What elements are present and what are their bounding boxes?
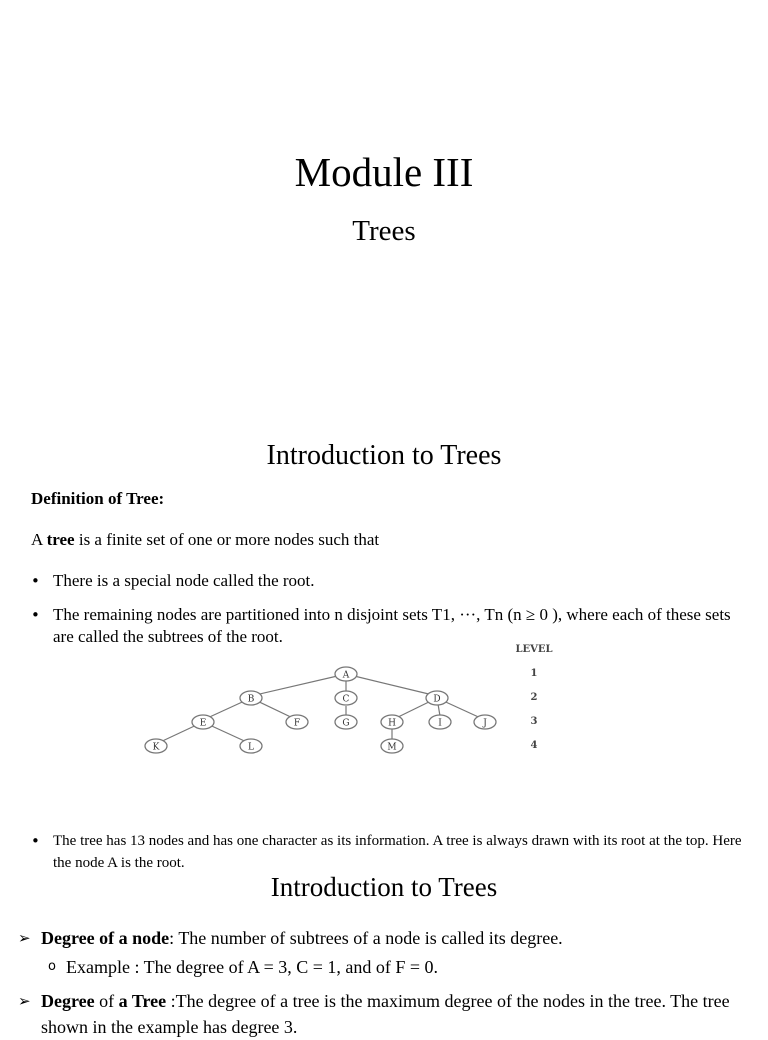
term: a Tree xyxy=(118,991,167,1011)
arrow-bullet-icon: ➢ xyxy=(18,929,31,947)
item-text xyxy=(41,988,758,1037)
tree-node-label: M xyxy=(387,742,397,753)
tree-node-label: L xyxy=(248,742,254,753)
bullet-text: The remaining nodes are partitioned into n disjoint sets T1, ···, Tn (n ≥ 0 ), where each of these sets are called the subtrees of the root. xyxy=(53,605,731,646)
bullet-item xyxy=(31,570,731,592)
intro-prefix: A xyxy=(31,530,47,549)
bullet-icon: • xyxy=(31,832,40,850)
term: Degree of a node xyxy=(41,928,170,948)
tree-node-label: H xyxy=(388,718,396,729)
bullet-icon: • xyxy=(31,606,40,624)
tree-note xyxy=(31,830,746,871)
term-definition: :The degree of a tree is the maximum degree of the nodes in the tree. The tree shown in the example has degree 3. xyxy=(41,991,730,1037)
tree-node-label: G xyxy=(342,718,350,729)
tree-edges xyxy=(156,674,485,744)
tree-node-label: J xyxy=(483,718,487,729)
term-definition: : The number of subtrees of a node is called its degree. xyxy=(169,928,563,948)
level-label: 1 xyxy=(530,668,538,679)
list-item xyxy=(18,988,758,1037)
intro-bold-term: tree xyxy=(46,530,75,549)
tree-node-label: K xyxy=(152,742,160,753)
circle-bullet-icon: o xyxy=(48,959,56,974)
tree-node-label: I xyxy=(438,718,442,729)
bullet-icon: • xyxy=(31,572,40,590)
bullet-text: There is a special node called the root. xyxy=(53,571,315,590)
term: Degree xyxy=(41,991,95,1011)
module-title: Module III xyxy=(294,149,474,195)
list-item xyxy=(18,925,758,951)
tree-node-label: E xyxy=(199,718,207,729)
example-text: Example : The degree of A = 3, C = 1, and of F = 0. xyxy=(66,957,439,977)
module-subtitle: Trees xyxy=(352,215,416,247)
level-label: 3 xyxy=(530,716,538,727)
intro-suffix: is a finite set of one or more nodes such that xyxy=(74,530,380,549)
note-text: The tree has 13 nodes and has one character as its information. A tree is always drawn with its root at the top. Here the node A is the root. xyxy=(53,833,742,871)
tree-node-label: B xyxy=(247,694,255,705)
term-joiner: of xyxy=(94,991,119,1011)
level-heading: LEVEL xyxy=(515,644,553,655)
level-label: 4 xyxy=(530,740,538,751)
definition-text xyxy=(31,529,379,551)
slide-title: Introduction to Trees xyxy=(266,440,502,471)
tree-diagram xyxy=(130,638,570,760)
item-text xyxy=(41,925,563,951)
level-label: 2 xyxy=(530,692,538,703)
tree-node-label: F xyxy=(293,718,301,729)
arrow-bullet-icon: ➢ xyxy=(18,992,31,1010)
tree-node-label: A xyxy=(342,670,350,681)
sub-list-item xyxy=(48,955,438,979)
definition-heading: Definition of Tree: xyxy=(31,489,165,508)
tree-node-label: D xyxy=(433,694,441,705)
slide-title: Introduction to Trees xyxy=(270,872,498,902)
tree-node-label: C xyxy=(342,694,350,705)
